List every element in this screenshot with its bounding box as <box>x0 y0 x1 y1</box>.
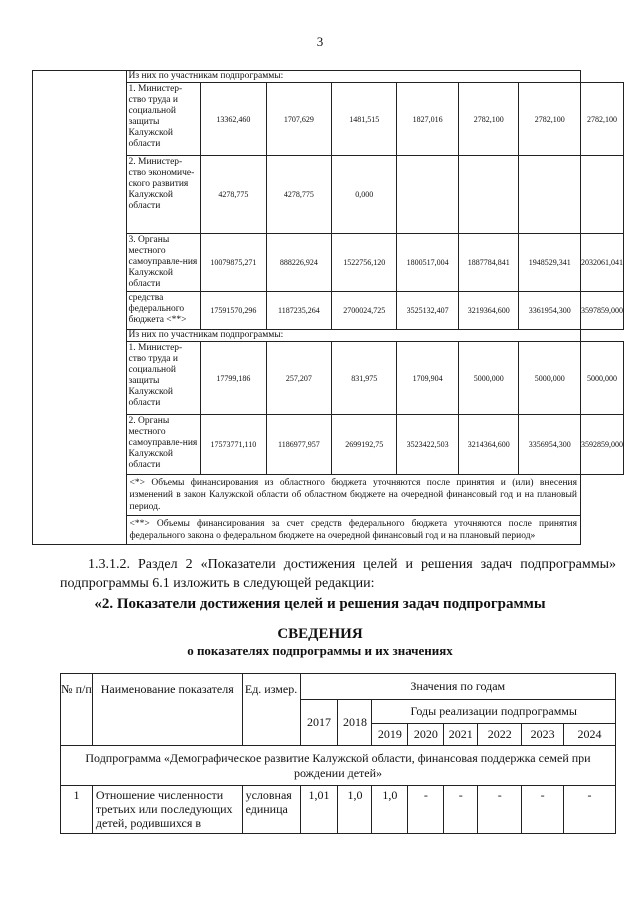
cell-value: 3214364,600 <box>458 415 519 475</box>
table-row <box>33 71 624 83</box>
cell-value: 1887784,841 <box>458 234 519 292</box>
cell-value: 2032061,041 <box>581 234 624 292</box>
section-heading: «2. Показатели достижения целей и решения задач подпрограммы <box>94 596 546 612</box>
cell-value: 2782,100 <box>519 83 581 156</box>
cell-value: 3592859,000 <box>581 415 624 475</box>
page-number: 3 <box>316 34 324 49</box>
row-label: 2. Министер-ство экономиче-ского развития Калужской области <box>126 156 201 234</box>
col-header-years-impl: Годы реализации подпрограммы <box>372 700 616 724</box>
cell-value: 4278,775 <box>201 156 267 234</box>
year-header: 2018 <box>338 700 372 746</box>
financing-table <box>32 70 624 545</box>
cell-value: 1800517,004 <box>397 234 459 292</box>
cell-value: 17573771,110 <box>201 415 267 475</box>
table-row <box>61 786 616 834</box>
cell-value: 2782,100 <box>458 83 519 156</box>
cell-value: 1709,904 <box>397 342 459 415</box>
cell-value: 4278,775 <box>266 156 331 234</box>
year-header: 2023 <box>522 724 564 746</box>
cell-value <box>458 156 519 234</box>
participants-header: Из них по участникам подпрограммы: <box>126 330 580 342</box>
row-num: 1 <box>61 786 93 834</box>
cell-value: 3597859,000 <box>581 292 624 330</box>
cell-value: 831,975 <box>332 342 397 415</box>
row-label: 1. Министер-ство труда и социальной защиты Калужской области <box>126 83 201 156</box>
cell-value: 17799,186 <box>201 342 267 415</box>
cell-value: 5000,000 <box>519 342 581 415</box>
cell-value: 17591570,296 <box>201 292 267 330</box>
paragraph-text: 1.3.1.2. Раздел 2 «Показатели достижения целей и решения задач подпрограммы» подпрограммы 6.1 изложить в следующей редакции: <box>60 557 616 591</box>
cell-value: 1186977,957 <box>266 415 331 475</box>
col-header-values: Значения по годам <box>300 674 615 700</box>
cell-value <box>581 156 624 234</box>
table-row <box>61 746 616 786</box>
cell-value: 5000,000 <box>581 342 624 415</box>
cell-value: 13362,460 <box>201 83 267 156</box>
participants-header: Из них по участникам подпрограммы: <box>126 71 580 83</box>
cell-value: 3219364,600 <box>458 292 519 330</box>
svedenia-title: СВЕДЕНИЯ <box>277 626 363 642</box>
cell-value: 2699192,75 <box>332 415 397 475</box>
indicator-value: - <box>444 786 478 834</box>
row-label: 1. Министер-ство труда и социальной защиты Калужской области <box>126 342 201 415</box>
col-header-unit: Ед. измер. <box>242 674 300 746</box>
svedenia-subtitle: о показателях подпрограммы и их значениях <box>187 643 453 658</box>
indicator-value: 1,0 <box>372 786 408 834</box>
cell-value: 1707,629 <box>266 83 331 156</box>
cell-value <box>519 156 581 234</box>
row-label: средства федерального бюджета <**> <box>126 292 201 330</box>
cell-value: 1948529,341 <box>519 234 581 292</box>
cell-value: 3525132,407 <box>397 292 459 330</box>
row-label: 3. Органы местного самоуправле-ния Калужской области <box>126 234 201 292</box>
table-row <box>61 674 616 700</box>
cell-value: 888226,924 <box>266 234 331 292</box>
indicator-value: - <box>408 786 444 834</box>
indicator-value: 1,0 <box>338 786 372 834</box>
year-header: 2020 <box>408 724 444 746</box>
indicator-unit: условная единица <box>242 786 300 834</box>
cell-value: 1481,515 <box>332 83 397 156</box>
cell-value: 3523422,503 <box>397 415 459 475</box>
indicators-table <box>60 673 616 834</box>
subprogram-row: Подпрограмма «Демографическое развитие Калужской области, финансовая поддержка семей при рождении детей» <box>61 746 616 786</box>
indicator-value: - <box>478 786 522 834</box>
cell-value: 1522756,120 <box>332 234 397 292</box>
cell-value: 0,000 <box>332 156 397 234</box>
cell-value: 1827,016 <box>397 83 459 156</box>
cell-value <box>397 156 459 234</box>
cell-value: 1187235,264 <box>266 292 331 330</box>
year-header: 2022 <box>478 724 522 746</box>
year-header: 2024 <box>564 724 616 746</box>
footnote-federal: <**> Объемы финансирования за счет средств федерального бюджета уточняются после принятия федерального закона о федеральном бюджете на очередной финансовый год и на плановый период» <box>126 516 580 545</box>
year-header: 2019 <box>372 724 408 746</box>
footnote-regional: <*> Объемы финансирования из областного бюджета уточняются после принятия и (или) внесения изменений в закон Калужской области об областном бюджете на очередной финансовый год и на плановый период. <box>126 475 580 516</box>
col-header-name: Наименование показателя <box>92 674 242 746</box>
row-label: 2. Органы местного самоуправле-ния Калужской области <box>126 415 201 475</box>
col-header-num: № п/п <box>61 674 93 746</box>
empty-left-cell <box>33 71 127 545</box>
indicator-value: - <box>522 786 564 834</box>
cell-value: 5000,000 <box>458 342 519 415</box>
cell-value: 3361954,300 <box>519 292 581 330</box>
cell-value: 2700024,725 <box>332 292 397 330</box>
year-header: 2017 <box>300 700 338 746</box>
cell-value: 257,207 <box>266 342 331 415</box>
indicator-name: Отношение численности третьих или последующих детей, родившихся в <box>92 786 242 834</box>
year-header: 2021 <box>444 724 478 746</box>
cell-value: 3356954,300 <box>519 415 581 475</box>
cell-value: 10079875,271 <box>201 234 267 292</box>
cell-value: 2782,100 <box>581 83 624 156</box>
indicator-value: 1,01 <box>300 786 338 834</box>
indicator-value: - <box>564 786 616 834</box>
